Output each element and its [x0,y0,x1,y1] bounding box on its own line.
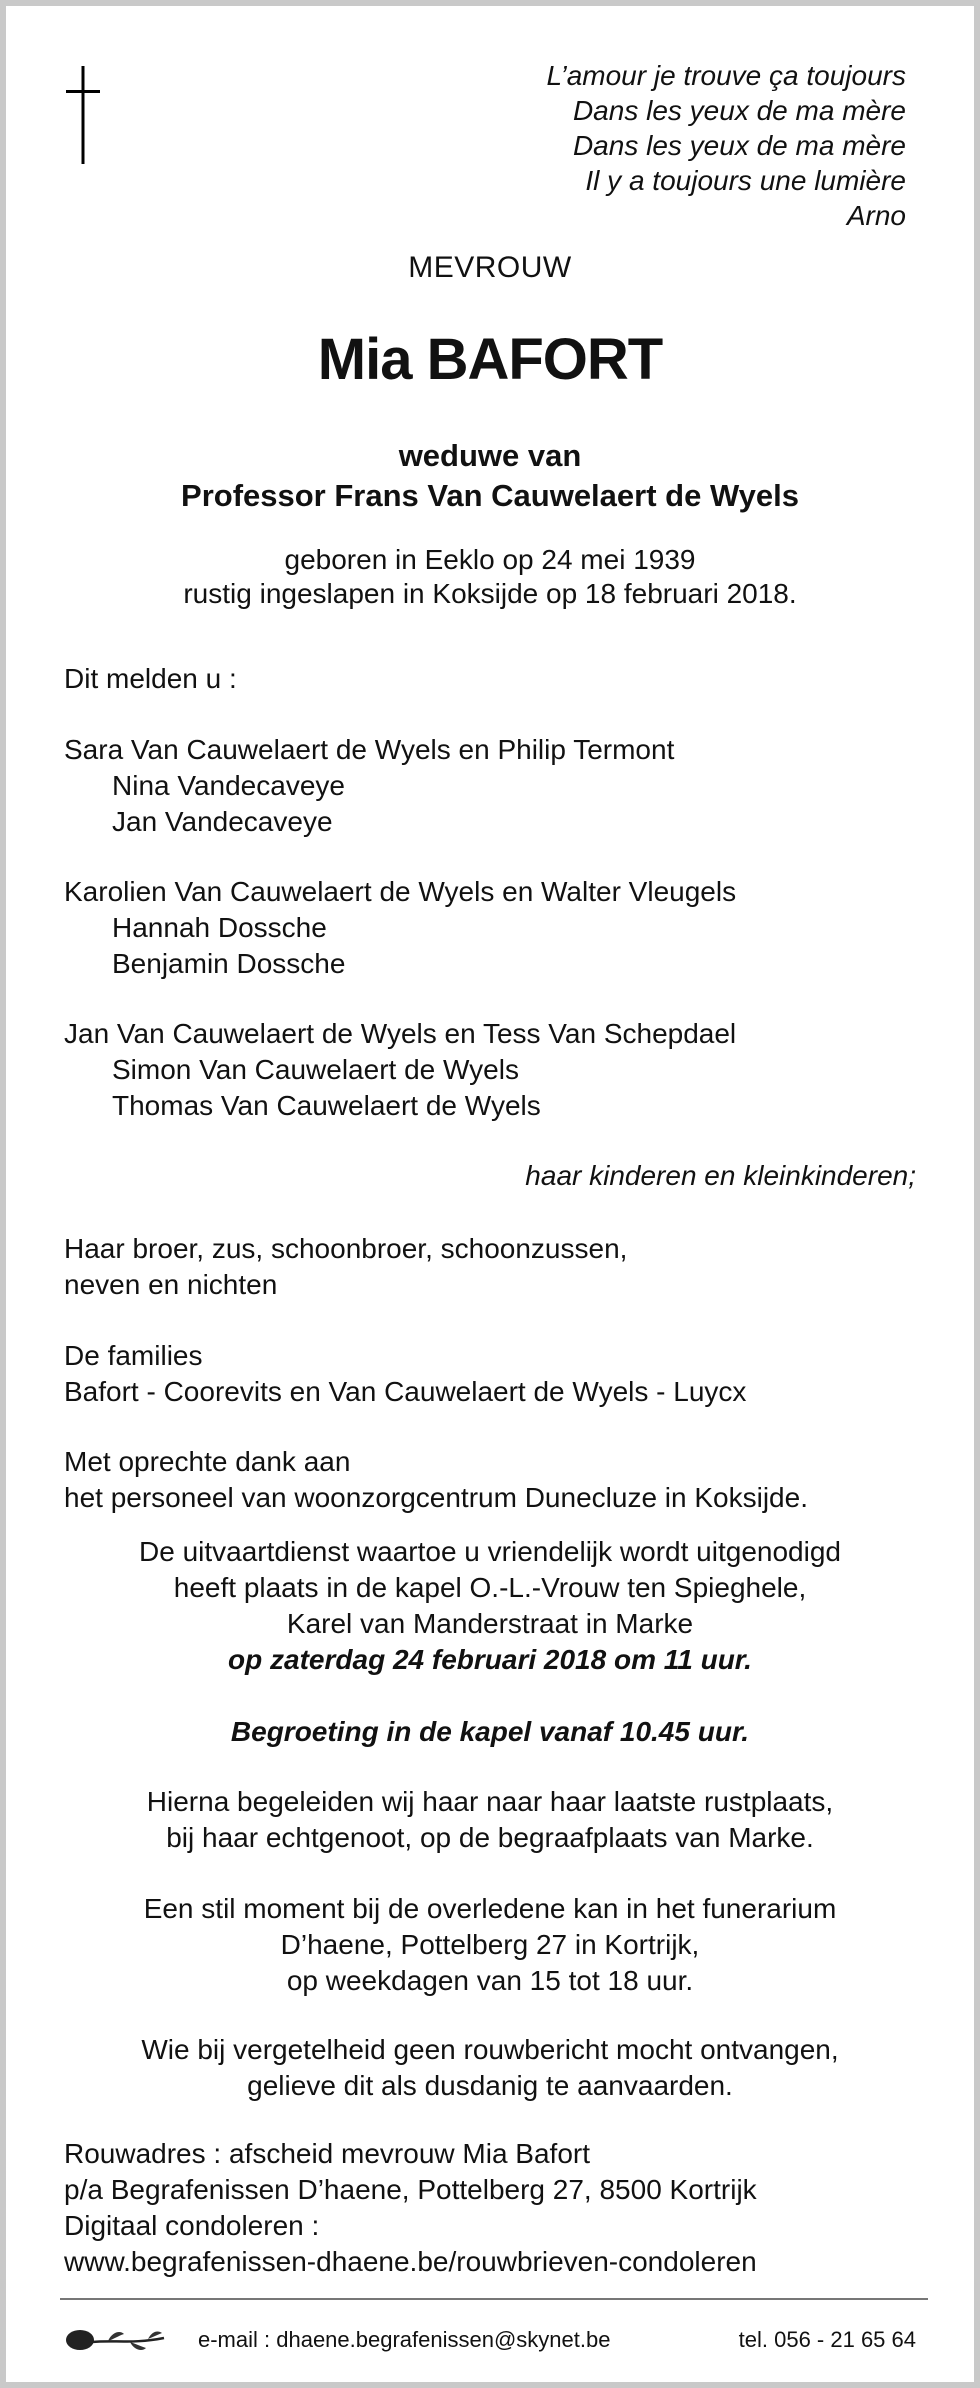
rose-icon [64,2322,168,2358]
condolence-url[interactable]: www.begrafenissen-dhaene.be/rouwbrieven-condoleren [64,2246,757,2277]
family-head: Karolien Van Cauwelaert de Wyels en Walter Vleugels [64,876,737,907]
obituary-card [6,6,974,2382]
footer [64,2320,916,2360]
poem-author: Arno [846,200,906,231]
family-group [64,1016,934,1124]
poem-line: Dans les yeux de ma mère [572,95,906,126]
widow-of: weduwe van [398,438,582,473]
death-line: rustig ingeslapen in Koksijde op 18 februari 2018. [183,578,797,609]
kids-caption: haar kinderen en kleinkinderen; [525,1160,916,1191]
grandchild: Benjamin Dossche [112,948,346,979]
poem [546,58,906,233]
poem-line: Dans les yeux de ma mère [572,130,906,161]
burial-info: Hierna begeleiden wij haar naar haar laatste rustplaats, bij haar echtgenoot, op de begraafplaats van Marke. [146,1786,834,1853]
family-head: Sara Van Cauwelaert de Wyels en Philip Termont [64,734,675,765]
deceased-name: Mia BAFORT [317,327,663,392]
divider [60,2298,928,2300]
birth-line: geboren in Eeklo op 24 mei 1939 [284,544,696,575]
spouse-name: Professor Frans Van Cauwelaert de Wyels [181,478,799,513]
honorific: MEVROUW [408,251,572,284]
service-date: op zaterdag 24 februari 2018 om 11 uur. [228,1644,752,1675]
grandchild: Nina Vandecaveye [112,770,345,801]
grandchild: Simon Van Cauwelaert de Wyels [112,1054,519,1085]
family-head: Jan Van Cauwelaert de Wyels en Tess Van Schepdael [64,1018,737,1049]
poem-line: L’amour je trouve ça toujours [546,60,906,91]
service-info: De uitvaartdienst waartoe u vriendelijk wordt uitgenodigd heeft plaats in de kapel O.-L.-Vrouw ten Spieghele, Karel van Manderstraat in Marke op zaterdag 24 februari 2018 om 11 uur. [6,1534,974,1678]
extended-families: De families Bafort - Coorevits en Van Cauwelaert de Wyels - Luycx [64,1340,747,1407]
siblings: Haar broer, zus, schoonbroer, schoonzussen, neven en nichten [64,1233,628,1300]
grandchild: Thomas Van Cauwelaert de Wyels [112,1090,541,1121]
address-block: Rouwadres : afscheid mevrouw Mia Bafort p/a Begrafenissen D’haene, Pottelberg 27, 8500 Kortrijk Digitaal condoleren : www.begrafenissen-dhaene.be/rouwbrieven-condoleren [64,2136,934,2280]
greeting-time: Begroeting in de kapel vanaf 10.45 uur. [230,1716,750,1747]
family-group [64,874,934,982]
notice: Wie bij vergetelheid geen rouwbericht mocht ontvangen, gelieve dit als dusdanig te aanvaarden. [141,2034,839,2101]
visit-moment: Een stil moment bij de overledene kan in het funerarium D’haene, Pottelberg 27 in Kortrijk, op weekdagen van 15 tot 18 uur. [143,1893,837,1996]
grandchild: Jan Vandecaveye [112,806,333,837]
thanks: Met oprechte dank aan het personeel van woonzorgcentrum Dunecluze in Koksijde. [64,1446,808,1513]
announcement-intro: Dit melden u : [64,663,237,694]
grandchild: Hannah Dossche [112,912,327,943]
footer-email[interactable]: e-mail : dhaene.begrafenissen@skynet.be [198,2327,611,2352]
poem-line: Il y a toujours une lumière [585,165,906,196]
cross-icon [66,66,100,164]
footer-phone[interactable]: tel. 056 - 21 65 64 [738,2327,916,2352]
family-group [64,732,934,840]
